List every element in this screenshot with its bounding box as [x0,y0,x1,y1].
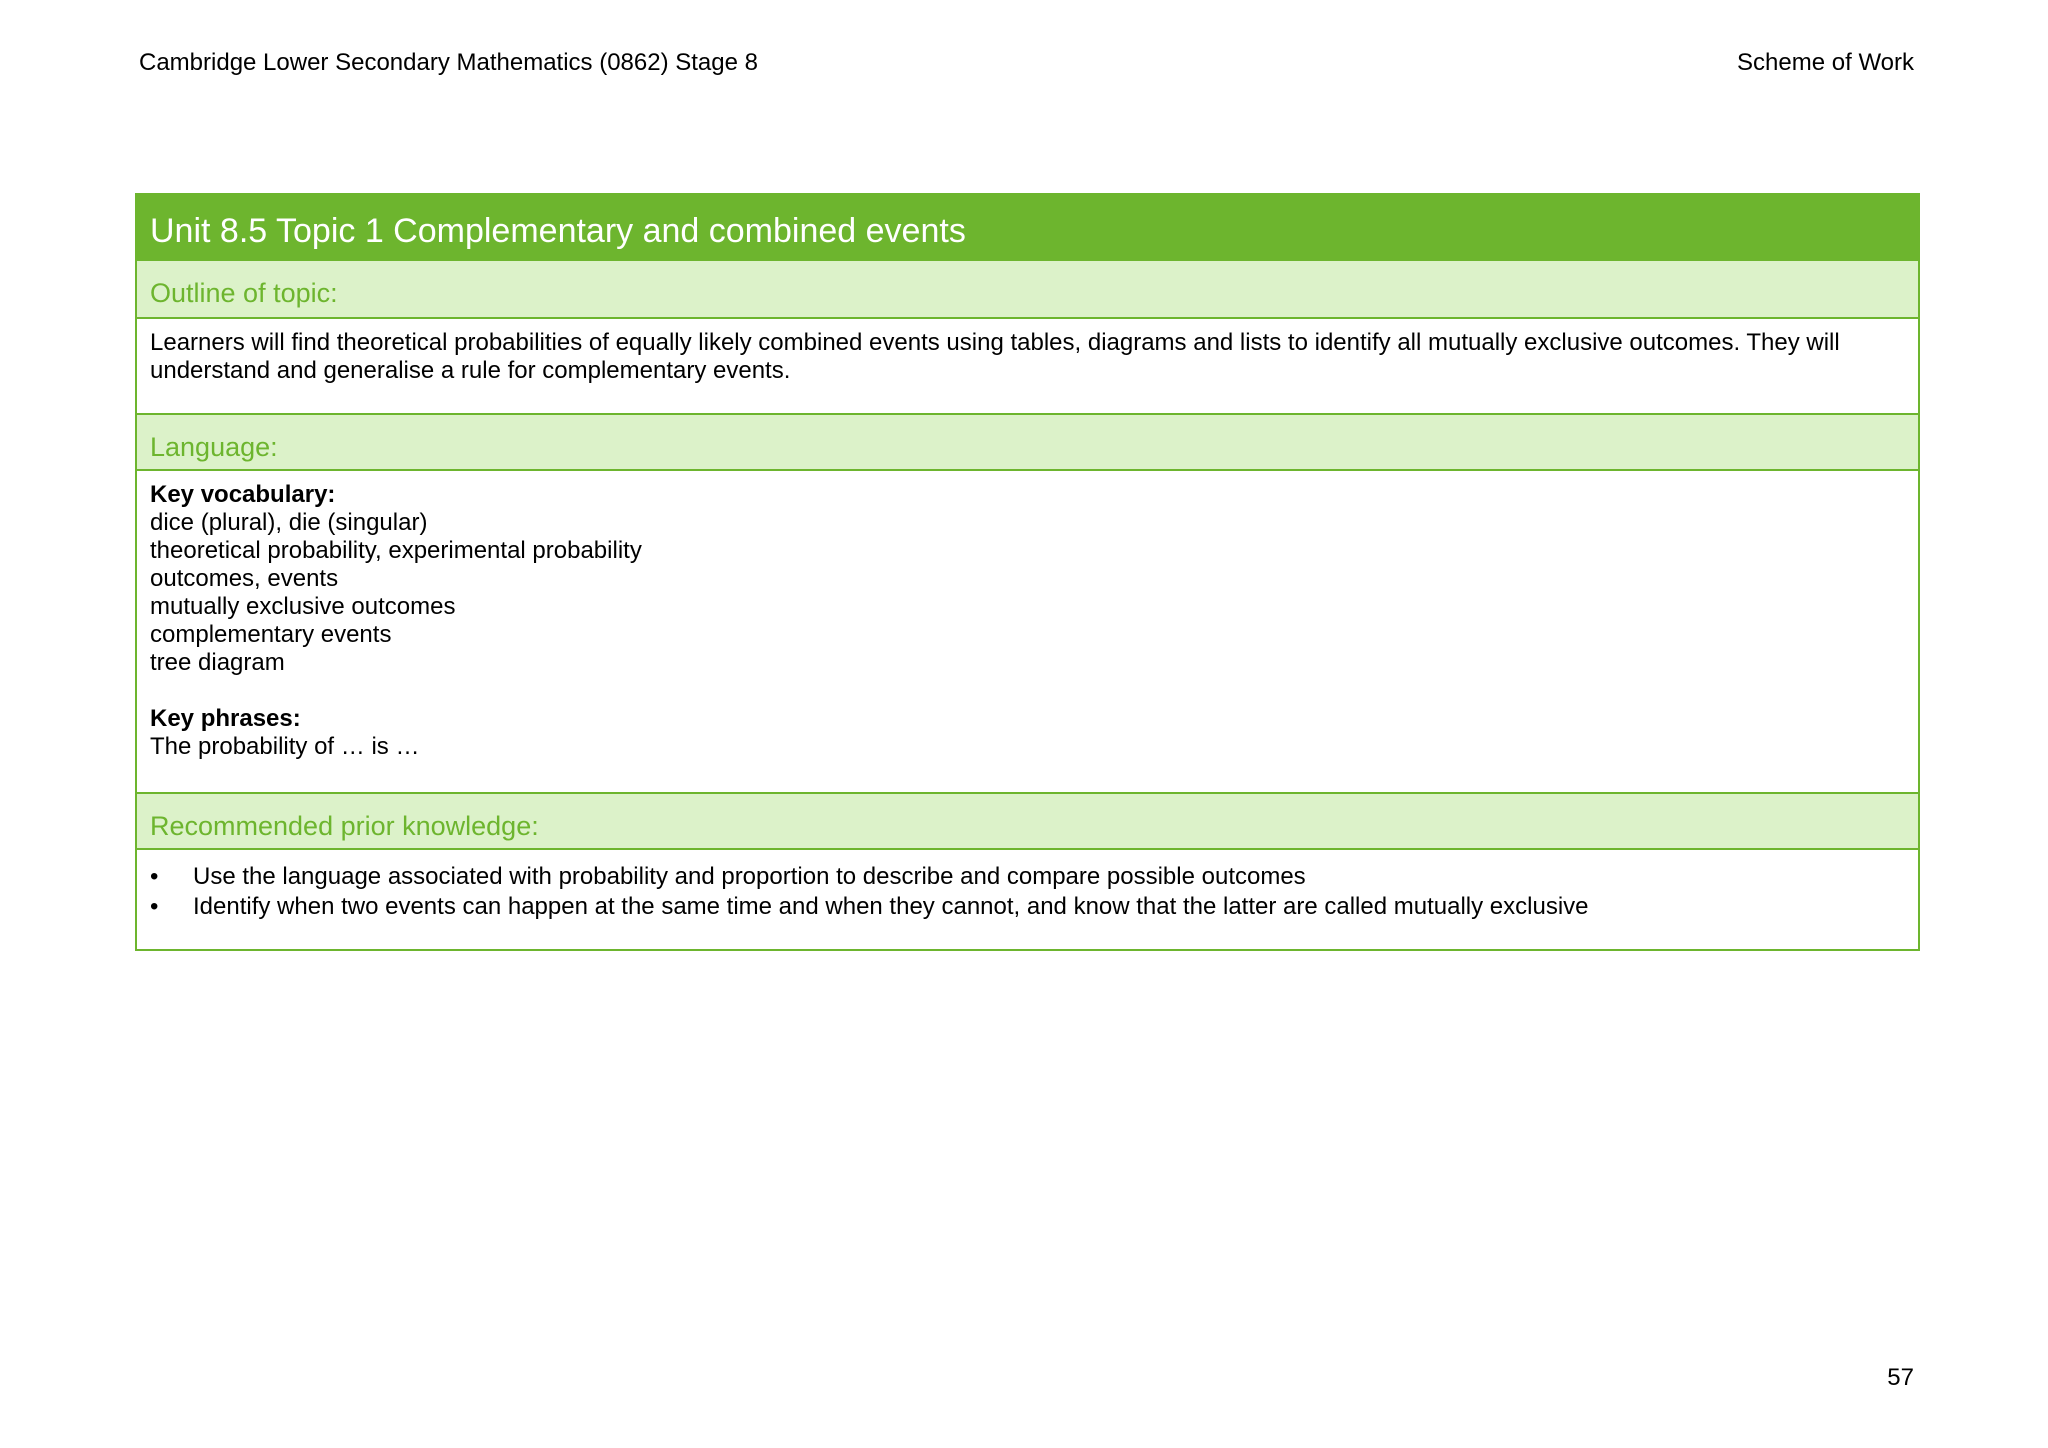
phrases-block [150,705,1905,761]
prior-knowledge-body [137,850,1918,949]
page-header [139,47,1914,79]
language-body [137,471,1918,792]
phrase-list [150,733,1905,761]
vocab-item: outcomes, events [150,565,339,592]
vocab-item: complementary events [150,621,392,648]
list-item-text: Identify when two events can happen at the same time and when they cannot, and know that the latter are called mutually exclusive [193,893,1589,920]
vocab-item: tree diagram [150,649,285,676]
prior-knowledge-heading: Recommended prior knowledge: [137,792,1918,850]
vocab-item: dice (plural), die (singular) [150,509,428,536]
topic-box [135,193,1920,951]
vocab-list [150,509,1905,677]
phrases-heading: Key phrases: [150,705,301,732]
list-item [150,892,1905,922]
list-item-text: Use the language associated with probability and proportion to describe and compare possible outcomes [193,863,1306,890]
vocab-item: theoretical probability, experimental probability [150,537,642,564]
document-title: Cambridge Lower Secondary Mathematics (0862) Stage 8 [139,49,758,76]
phrase-item: The probability of … is … [150,733,420,760]
outline-heading: Outline of topic: [137,261,1918,319]
bullet-icon: • [150,863,159,890]
list-item [150,862,1905,892]
vocab-item: mutually exclusive outcomes [150,593,456,620]
vocab-heading: Key vocabulary: [150,481,336,508]
language-heading: Language: [137,413,1918,471]
document-type: Scheme of Work [1737,49,1914,76]
page-number: 57 [1887,1364,1914,1391]
outline-body [137,319,1918,413]
topic-title: Unit 8.5 Topic 1 Complementary and combined events [137,195,1918,261]
prior-knowledge-list [150,862,1905,922]
bullet-icon: • [150,893,159,920]
outline-text: Learners will find theoretical probabilities of equally likely combined events using tables, diagrams and lists to identify all mutually exclusive outcomes. They will understand and generalise a rule for complementary events. [150,329,1840,384]
